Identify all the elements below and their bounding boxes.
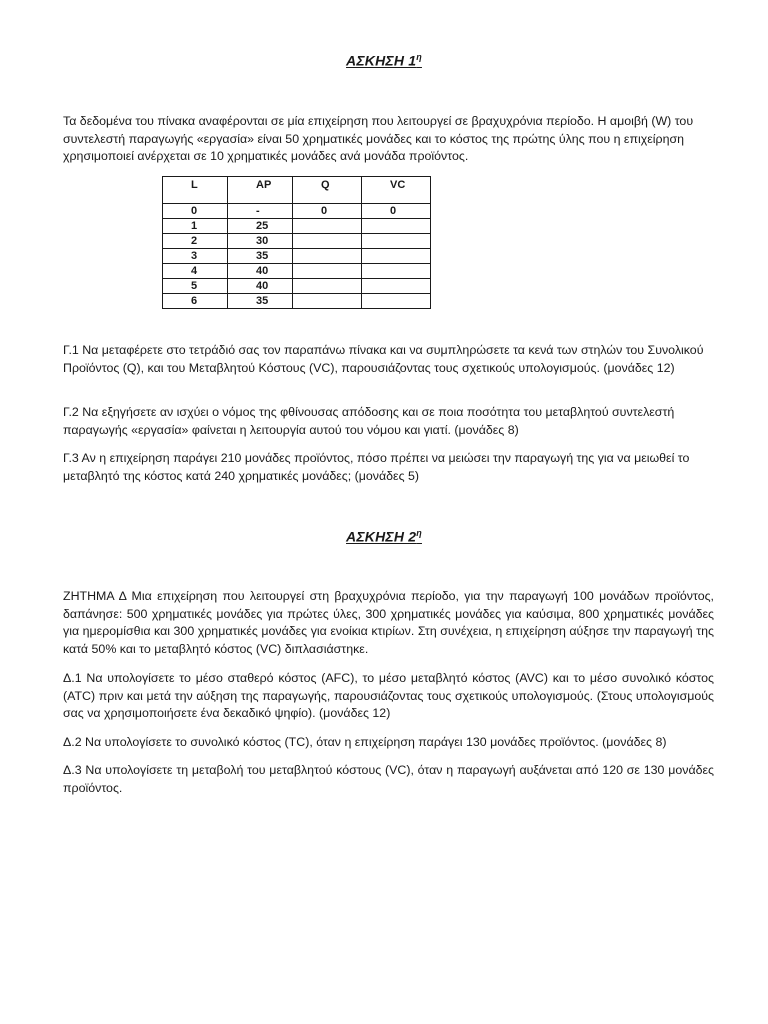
exercise2-title: ΑΣΚΗΣΗ 2 [346, 528, 417, 545]
table-header-cell: VC [362, 177, 431, 204]
exercise2-heading [0, 528, 768, 545]
exercise1-title: ΑΣΚΗΣΗ 1 [346, 52, 417, 69]
question-d1: Δ.1 Να υπολογίσετε το μέσο σταθερό κόστος (AFC), το μέσο μεταβλητό κόστος (AVC) και το μέσο συνολικό κόστος (ATC) πριν και μετά την αύξηση της παραγωγής, παρουσιάζοντας τους σχετικούς υπολογισμούς. (Στους υπολογισμούς σας να χρησιμοποιήσετε ένα δεκαδικό ψηφίο). (μονάδες 12) [63, 671, 714, 721]
table-row [163, 234, 431, 249]
table-cell [362, 279, 431, 294]
table-cell [293, 264, 362, 279]
table-row [163, 219, 431, 234]
table-row [163, 249, 431, 264]
table-cell: 6 [163, 294, 228, 309]
exercise2-title-sup: η [416, 528, 422, 538]
table-cell [293, 234, 362, 249]
table-header-cell: AP [228, 177, 293, 204]
question-d3: Δ.3 Να υπολογίσετε τη μεταβολή του μεταβλητού κόστους (VC), όταν η παραγωγή αυξάνεται από 120 σε 130 μονάδες προϊόντος. [63, 763, 714, 795]
table-cell: 0 [163, 204, 228, 219]
exercise1-title-sup: η [416, 52, 422, 62]
table-cell [362, 294, 431, 309]
table-row [163, 204, 431, 219]
exercise2-intro: ΖΗΤΗΜΑ Δ Μια επιχείρηση που λειτουργεί στη βραχυχρόνια περίοδο, για την παραγωγή 100 μονάδων προϊόντος, δαπάνησε: 500 χρηματικές μονάδες για πρώτες ύλες, 300 χρηματικές μονάδες για καύσιμα, 800 χρηματικές μονάδες για ημερομίσθια και 300 χρηματικές μονάδες για ενοίκια κτιρίων. Στη συνέχεια, η επιχείρηση αύξησε την παραγωγή της κατά 50% και το μεταβλητό κόστος (VC) διπλασιάστηκε. [63, 589, 714, 656]
table-cell [362, 264, 431, 279]
table-cell [362, 249, 431, 264]
table-cell: 40 [228, 279, 293, 294]
table-cell: 4 [163, 264, 228, 279]
table-cell: 25 [228, 219, 293, 234]
table-cell: 2 [163, 234, 228, 249]
table-cell: 35 [228, 294, 293, 309]
table-cell [293, 279, 362, 294]
table-header-cell: L [163, 177, 228, 204]
table-cell: 1 [163, 219, 228, 234]
table-header-cell: Q [293, 177, 362, 204]
table-cell: 3 [163, 249, 228, 264]
table-cell [293, 294, 362, 309]
table-cell: 30 [228, 234, 293, 249]
exercise1-intro: Τα δεδομένα του πίνακα αναφέρονται σε μία επιχείρηση που λειτουργεί σε βραχυχρόνια περίοδο. Η αμοιβή (W) του συντελεστή παραγωγής «εργασία» είναι 50 χρηματικές μονάδες και το κόστος της πρώτης ύλης που η επιχείρηση χρησιμοποιεί ανέρχεται σε 10 χρηματικές μονάδες ανά μονάδα προϊόντος. [63, 114, 694, 164]
table-cell [362, 234, 431, 249]
question-g1: Γ.1 Να μεταφέρετε στο τετράδιό σας τον παραπάνω πίνακα και να συμπληρώσετε τα κενά των στηλών του Συνολικού Προϊόντος (Q), και του Μεταβλητού Κόστους (VC), παρουσιάζοντας τους σχετικούς υπολογισμούς. (μονάδες 12) [63, 343, 704, 375]
production-table [162, 176, 431, 309]
question-d2: Δ.2 Να υπολογίσετε το συνολικό κόστος (TC), όταν η επιχείρηση παράγει 130 μονάδες προϊόντος. (μονάδες 8) [63, 735, 667, 749]
table-cell [293, 249, 362, 264]
question-g3: Γ.3 Αν η επιχείρηση παράγει 210 μονάδες προϊόντος, πόσο πρέπει να μειώσει την παραγωγή της για να μειωθεί το μεταβλητό της κόστος κατά 240 χρηματικές μονάδες; (μονάδες 5) [63, 451, 690, 483]
table-cell: 40 [228, 264, 293, 279]
table-cell: 0 [293, 204, 362, 219]
table-header-row [163, 177, 431, 204]
exercise1-heading [0, 52, 768, 69]
table-row [163, 279, 431, 294]
table-cell [362, 219, 431, 234]
question-g2: Γ.2 Να εξηγήσετε αν ισχύει ο νόμος της φθίνουσας απόδοσης και σε ποια ποσότητα του μεταβλητού συντελεστή παραγωγής «εργασία» φαίνεται η λειτουργία αυτού του νόμου και γιατί. (μονάδες 8) [63, 405, 675, 437]
table-row [163, 264, 431, 279]
table-cell: - [228, 204, 293, 219]
table-cell: 35 [228, 249, 293, 264]
table-row [163, 294, 431, 309]
table-cell [293, 219, 362, 234]
table-cell: 0 [362, 204, 431, 219]
table-cell: 5 [163, 279, 228, 294]
